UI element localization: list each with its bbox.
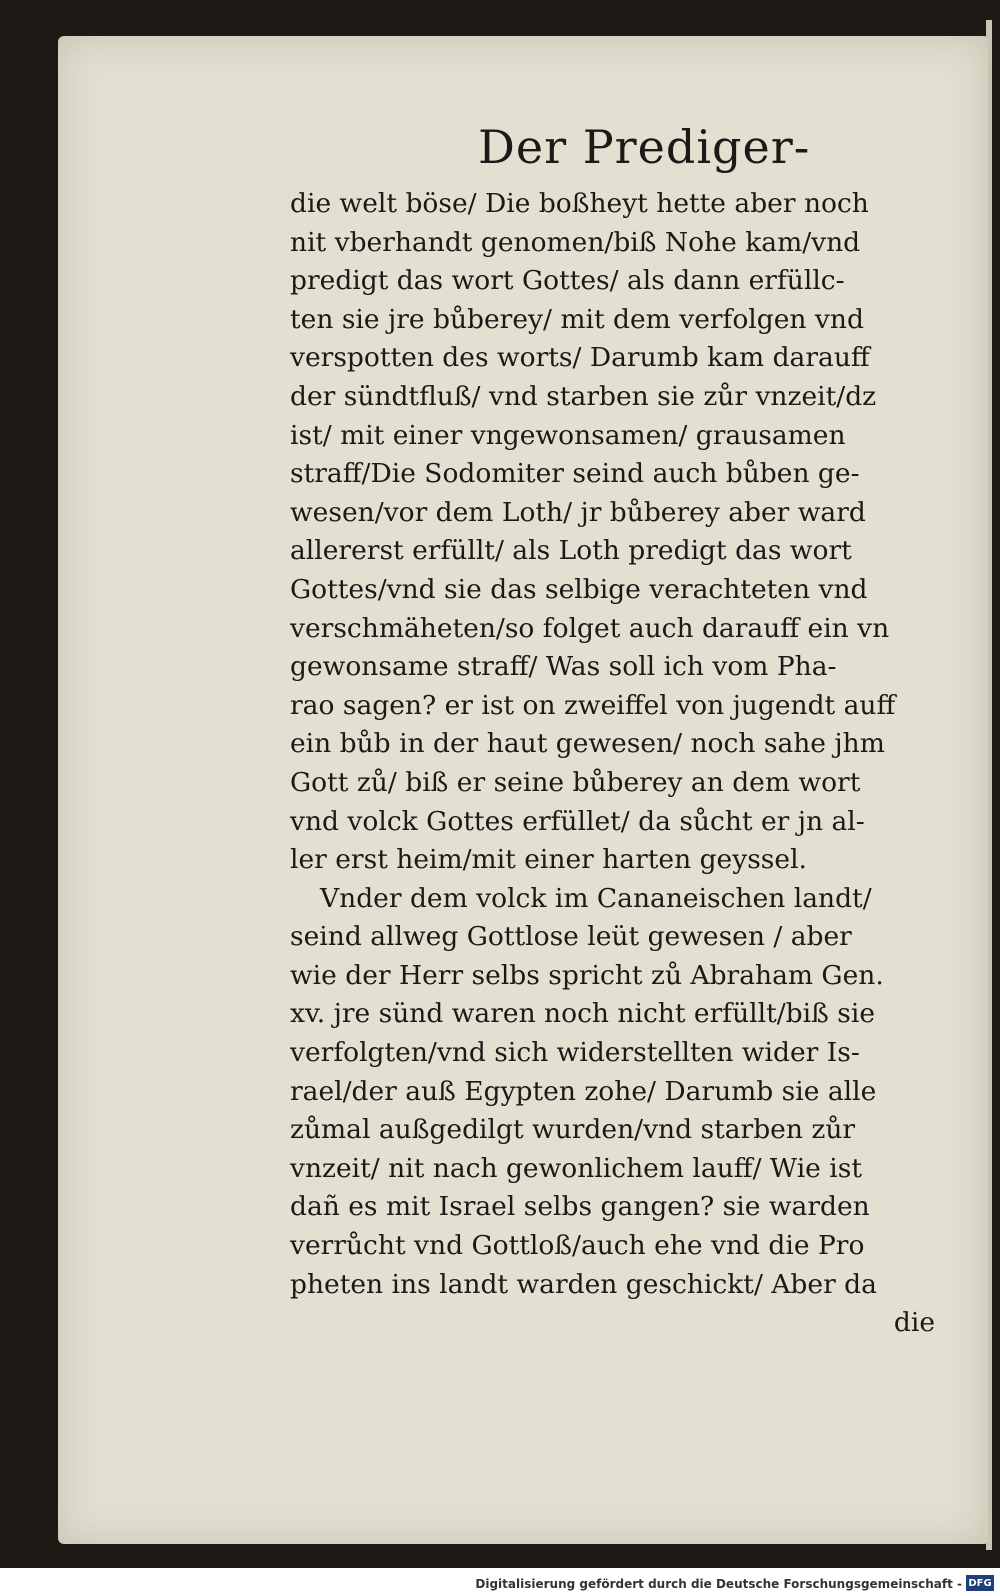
funding-credit: Digitalisierung gefördert durch die Deutsche Forschungsgemeinschaft - xyxy=(475,1577,962,1591)
text-line: wesen/vor dem Loth/ jr bůberey aber ward xyxy=(290,496,866,528)
text-line: ten sie jre bůberey/ mit dem verfolgen vnd xyxy=(290,303,864,335)
text-line: zůmal außgedilgt wurden/vnd starben zůr xyxy=(290,1114,856,1146)
text-line: rael/der auß Egypten zohe/ Darumb sie alle xyxy=(290,1075,877,1107)
text-line: Vnder dem volck im Cananeischen landt/ xyxy=(320,882,872,914)
text-line: pheten ins landt warden geschickt/ Aber da xyxy=(290,1268,877,1300)
text-line: Gott zů/ biß er seine bůberey an dem wort xyxy=(290,766,861,798)
text-line: predigt das wort Gottes/ als dann erfüllc- xyxy=(290,265,845,297)
text-line: ist/ mit einer vngewonsamen/ grausamen xyxy=(290,419,846,451)
text-line: der sündtfluß/ vnd starben sie zůr vnzeit/dz xyxy=(290,380,877,412)
text-line: verrůcht vnd Gottloß/auch ehe vnd die Pro xyxy=(290,1230,865,1262)
body-text xyxy=(290,185,955,1343)
text-line: verschmäheten/so folget auch darauff ein vn xyxy=(290,612,890,644)
running-head: Der Prediger- xyxy=(478,120,811,174)
text-line: allererst erfüllt/ als Loth predigt das wort xyxy=(290,535,852,567)
text-line: vnzeit/ nit nach gewonlichem lauff/ Wie ist xyxy=(290,1152,863,1184)
dfg-logo-icon: DFG xyxy=(966,1575,994,1591)
text-line: nit vberhandt genomen/biß Nohe kam/vnd xyxy=(290,226,861,258)
text-line: rao sagen? er ist on zweiffel von jugendt auff xyxy=(290,689,896,721)
text-line: ler erst heim/mit einer harten geyssel. xyxy=(290,844,807,876)
text-line: seind allweg Gottlose leüt gewesen / aber xyxy=(290,921,852,953)
text-line: gewonsame straff/ Was soll ich vom Pha- xyxy=(290,651,837,683)
text-line: vnd volck Gottes erfüllet/ da sůcht er jn al- xyxy=(290,805,865,837)
text-line: verfolgten/vnd sich widerstellten wider Is- xyxy=(290,1037,860,1069)
text-line: ein bůb in der haut gewesen/ noch sahe jhm xyxy=(290,728,885,760)
catchword: die xyxy=(893,1307,935,1339)
text-line: Gottes/vnd sie das selbige verachteten vnd xyxy=(290,573,868,605)
text-line: straff/Die Sodomiter seind auch bůben ge- xyxy=(290,458,860,490)
text-line: verspotten des worts/ Darumb kam darauff xyxy=(290,342,870,374)
text-line: xv. jre sünd waren noch nicht erfüllt/biß sie xyxy=(290,998,876,1030)
text-line: die welt böse/ Die boßheyt hette aber noch xyxy=(290,188,869,219)
text-line: wie der Herr selbs spricht zů Abraham Gen. xyxy=(290,959,884,991)
text-line: dañ es mit Israel selbs gangen? sie warden xyxy=(290,1191,870,1223)
